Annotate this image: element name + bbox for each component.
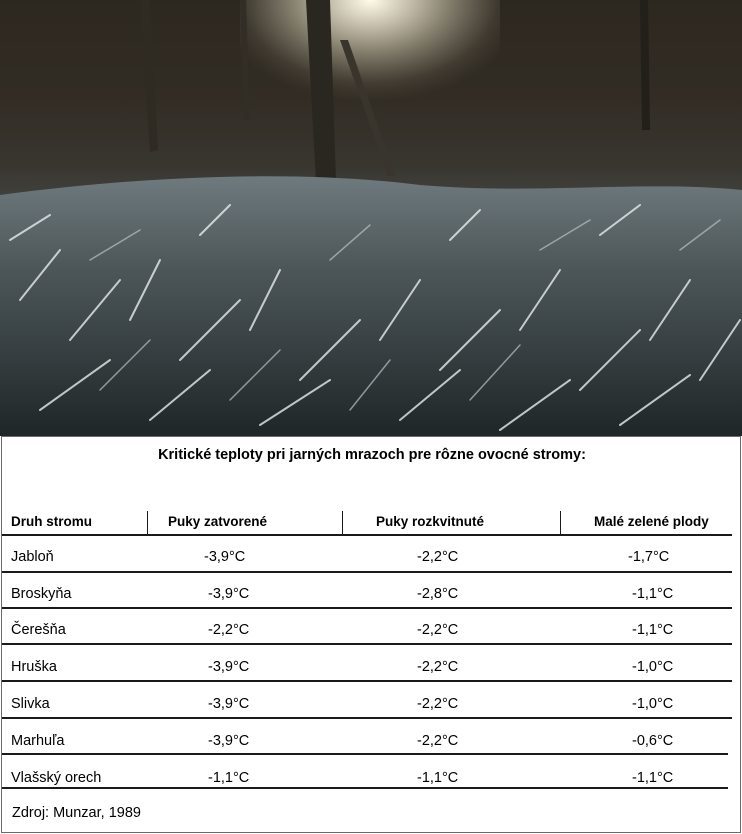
table-title: Kritické teploty pri jarných mrazoch pre rôzne ovocné stromy: <box>158 447 586 463</box>
table-cell-closed: -2,2°C <box>208 622 250 638</box>
table-cell-tree: Jabloň <box>11 549 54 565</box>
row-divider <box>2 643 732 645</box>
table-cell-fruit: -1,1°C <box>632 586 674 602</box>
table-cell-fruit: -1,1°C <box>632 622 674 638</box>
table-cell-closed: -1,1°C <box>208 770 250 786</box>
table-cell-tree: Čerešňa <box>11 622 66 638</box>
table-cell-blossoming: -2,2°C <box>417 696 459 712</box>
table-cell-tree: Marhuľa <box>11 733 65 749</box>
table-cell-closed: -3,9°C <box>208 586 250 602</box>
table-cell-closed: -3,9°C <box>208 659 250 675</box>
table-cell-blossoming: -2,2°C <box>417 733 459 749</box>
row-divider <box>2 607 732 609</box>
header-divider <box>147 511 148 535</box>
table-source: Zdroj: Munzar, 1989 <box>12 805 141 821</box>
row-divider <box>2 717 732 719</box>
row-divider <box>2 787 728 789</box>
header-tree-type: Druh stromu <box>11 514 92 529</box>
header-buds-blossoming: Puky rozkvitnuté <box>376 514 485 529</box>
row-divider <box>2 753 728 755</box>
table-cell-tree: Broskyňa <box>11 586 72 602</box>
header-small-green-fruit: Malé zelené plody <box>594 514 709 529</box>
table-cell-fruit: -1,0°C <box>632 696 674 712</box>
row-divider <box>2 571 732 573</box>
table-cell-blossoming: -2,2°C <box>417 549 459 565</box>
table-cell-closed: -3,9°C <box>208 696 250 712</box>
table-cell-fruit: -1,1°C <box>632 770 674 786</box>
table-cell-tree: Slivka <box>11 696 50 712</box>
header-divider <box>342 511 343 535</box>
table-cell-closed: -3,9°C <box>204 549 246 565</box>
row-divider <box>2 680 732 682</box>
table-cell-tree: Hruška <box>11 659 57 675</box>
table-cell-blossoming: -2,2°C <box>417 622 459 638</box>
table-cell-blossoming: -2,8°C <box>417 586 459 602</box>
table-cell-closed: -3,9°C <box>208 733 250 749</box>
table-cell-fruit: -1,7°C <box>628 549 670 565</box>
table-cell-blossoming: -1,1°C <box>417 770 459 786</box>
header-divider <box>560 511 561 535</box>
table-cell-fruit: -0,6°C <box>632 733 674 749</box>
table-cell-tree: Vlašský orech <box>11 770 102 786</box>
frost-temperature-table <box>1 436 741 833</box>
header-buds-closed: Puky zatvorené <box>168 514 268 529</box>
table-cell-fruit: -1,0°C <box>632 659 674 675</box>
row-divider <box>2 534 732 536</box>
table-cell-blossoming: -2,2°C <box>417 659 459 675</box>
